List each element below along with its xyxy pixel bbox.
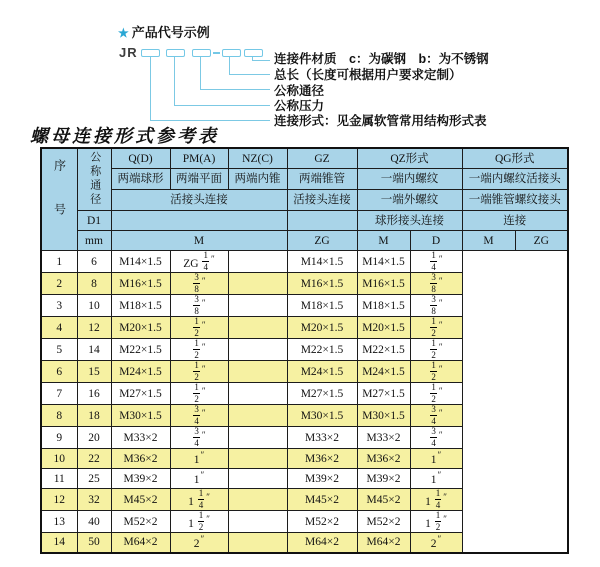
- cell-qg-zg: 2″: [410, 533, 462, 553]
- cell-qg-m: M39×2: [357, 469, 410, 489]
- cell-qz-m: [228, 339, 287, 361]
- cell-dn: 14: [77, 339, 111, 361]
- cell-gz-zg: $\frac{1}{2}$ ″: [170, 361, 228, 383]
- header-mm: mm: [77, 231, 111, 251]
- cell-gz-zg: $\frac{3}{8}$ ″: [170, 295, 228, 317]
- table-row: [41, 295, 568, 317]
- cell-m: M20×1.5: [111, 317, 170, 339]
- cell-m: M27×1.5: [111, 383, 170, 405]
- cell-qg-zg: $\frac{3}{8}$ ″: [410, 295, 462, 317]
- cell-qz-d: M45×2: [287, 489, 357, 511]
- cell-gz-zg: 1 $\frac{1}{4}$ ″: [170, 489, 228, 511]
- cell-dn: 6: [77, 251, 111, 273]
- cell-qz-d: M14×1.5: [287, 251, 357, 273]
- cell-qz-m: [228, 449, 287, 469]
- label-nominal-dn: 公称通径: [274, 84, 325, 98]
- header-qg-zg: ZG: [515, 231, 568, 251]
- table-row: [41, 273, 568, 295]
- cell-qg-zg: 1″: [410, 449, 462, 469]
- cell-qg-m: M14×1.5: [357, 251, 410, 273]
- header-qz-desc-bottom: 一端外螺纹: [357, 190, 462, 211]
- header-col-nz: NZ(C): [228, 148, 287, 169]
- cell-qz-m: [228, 295, 287, 317]
- cell-dn: 50: [77, 533, 111, 553]
- header-qg-connection: 连接: [462, 211, 568, 231]
- cell-m: M33×2: [111, 427, 170, 449]
- table-row: [41, 339, 568, 361]
- cell-qg-m: M64×2: [357, 533, 410, 553]
- header-gz-desc: 两端锥管: [287, 169, 357, 190]
- header-qg-desc-top: 一端内螺纹活接头: [462, 169, 568, 190]
- cell-dn: 32: [77, 489, 111, 511]
- cell-qz-d: M27×1.5: [287, 383, 357, 405]
- cell-dn: 20: [77, 427, 111, 449]
- cell-gz-zg: $\frac{3}{8}$ ″: [170, 273, 228, 295]
- cell-qz-d: M24×1.5: [287, 361, 357, 383]
- cell-seq: 12: [41, 489, 77, 511]
- cell-qg-m: M45×2: [357, 489, 410, 511]
- cell-dn: 40: [77, 511, 111, 533]
- header-qz-connection: 球形接头连接: [357, 211, 462, 231]
- product-code-prefix: JR: [119, 45, 138, 60]
- cell-qg-m: M33×2: [357, 427, 410, 449]
- cell-seq: 5: [41, 339, 77, 361]
- cell-qz-d: M30×1.5: [287, 405, 357, 427]
- table-row: [41, 469, 568, 489]
- star-icon: ★: [118, 26, 129, 40]
- cell-qz-m: [228, 427, 287, 449]
- table-row: [41, 533, 568, 553]
- header-m-span: M: [111, 231, 287, 251]
- cell-m: M24×1.5: [111, 361, 170, 383]
- table-header: [41, 148, 568, 251]
- table-row: [41, 427, 568, 449]
- cell-m: M18×1.5: [111, 295, 170, 317]
- header-col-pm: PM(A): [170, 148, 228, 169]
- cell-seq: 10: [41, 449, 77, 469]
- cell-seq: 6: [41, 361, 77, 383]
- cell-qz-m: [228, 469, 287, 489]
- cell-dn: 15: [77, 361, 111, 383]
- table-row: [41, 489, 568, 511]
- header-qg-m: M: [462, 231, 515, 251]
- cell-gz-zg: $\frac{1}{2}$ ″: [170, 317, 228, 339]
- cell-qg-m: M52×2: [357, 511, 410, 533]
- label-length: 总长（长度可根据用户要求定制）: [274, 68, 462, 82]
- cell-dn: 10: [77, 295, 111, 317]
- cell-gz-zg: $\frac{3}{4}$ ″: [170, 427, 228, 449]
- cell-gz-zg: $\frac{1}{2}$ ″: [170, 383, 228, 405]
- header-seq-text: 序号: [52, 159, 67, 247]
- header-gz-connection: 活接头连接: [287, 190, 357, 211]
- cell-m: M30×1.5: [111, 405, 170, 427]
- cell-qg-m: M18×1.5: [357, 295, 410, 317]
- cell-seq: 14: [41, 533, 77, 553]
- header-nz-desc: 两端内锥: [228, 169, 287, 190]
- cell-qg-zg: $\frac{1}{2}$ ″: [410, 339, 462, 361]
- label-material: 连接件材质 c：为碳钢 b：为不锈钢: [274, 52, 489, 66]
- cell-qz-d: M52×2: [287, 511, 357, 533]
- cell-qz-d: M18×1.5: [287, 295, 357, 317]
- code-box-4: [222, 49, 241, 57]
- cell-m: M52×2: [111, 511, 170, 533]
- cell-dn: 18: [77, 405, 111, 427]
- header-qz-m: M: [357, 231, 410, 251]
- cell-qz-m: [228, 251, 287, 273]
- header-col-qg: QG形式: [462, 148, 568, 169]
- cell-qz-d: M22×1.5: [287, 339, 357, 361]
- cell-gz-zg: 1″: [170, 449, 228, 469]
- cell-qg-m: M22×1.5: [357, 339, 410, 361]
- product-code-heading-text: 产品代号示例: [131, 25, 210, 40]
- table-row: [41, 383, 568, 405]
- cell-qg-m: M36×2: [357, 449, 410, 469]
- header-dn-text: 公称通径: [88, 151, 101, 207]
- cell-m: M22×1.5: [111, 339, 170, 361]
- cell-qg-zg: $\frac{3}{4}$ ″: [410, 427, 462, 449]
- cell-qg-m: M27×1.5: [357, 383, 410, 405]
- table-row: [41, 511, 568, 533]
- cell-gz-zg: 2″: [170, 533, 228, 553]
- code-box-1: [141, 49, 160, 57]
- cell-qz-m: [228, 317, 287, 339]
- cell-seq: 3: [41, 295, 77, 317]
- header-seq: [41, 148, 77, 251]
- cell-seq: 11: [41, 469, 77, 489]
- header-qg-desc-bottom: 一端锥管螺纹接头: [462, 190, 568, 211]
- cell-qz-d: M20×1.5: [287, 317, 357, 339]
- cell-qg-zg: 1 $\frac{1}{4}$ ″: [410, 489, 462, 511]
- table-row: [41, 251, 568, 273]
- cell-qz-m: [228, 361, 287, 383]
- cell-seq: 1: [41, 251, 77, 273]
- cell-qz-m: [228, 533, 287, 553]
- cell-m: M14×1.5: [111, 251, 170, 273]
- header-q-desc: 两端球形: [111, 169, 170, 190]
- code-box-3: [192, 49, 211, 57]
- cell-seq: 9: [41, 427, 77, 449]
- cell-dn: 22: [77, 449, 111, 469]
- cell-gz-zg: 1 $\frac{1}{2}$ ″: [170, 511, 228, 533]
- label-nominal-pn: 公称压力: [274, 99, 325, 113]
- cell-qg-zg: $\frac{3}{4}$ ″: [410, 405, 462, 427]
- cell-qg-zg: $\frac{1}{2}$ ″: [410, 317, 462, 339]
- cell-dn: 16: [77, 383, 111, 405]
- empty-cell: [287, 211, 357, 231]
- table-row: [41, 405, 568, 427]
- cell-qz-m: [228, 273, 287, 295]
- cell-qz-d: M33×2: [287, 427, 357, 449]
- header-qz-desc-top: 一端内螺纹: [357, 169, 462, 190]
- cell-qg-m: M24×1.5: [357, 361, 410, 383]
- cell-qz-m: [228, 489, 287, 511]
- cell-seq: 4: [41, 317, 77, 339]
- cell-dn: 25: [77, 469, 111, 489]
- header-d1: D1: [77, 211, 111, 231]
- cell-m: M16×1.5: [111, 273, 170, 295]
- empty-cell: [111, 211, 287, 231]
- cell-qz-d: M16×1.5: [287, 273, 357, 295]
- cell-m: M45×2: [111, 489, 170, 511]
- cell-qg-zg: 1″: [410, 469, 462, 489]
- header-gz-unit: ZG: [287, 231, 357, 251]
- cell-gz-zg: $\frac{3}{4}$ ″: [170, 405, 228, 427]
- cell-qz-m: [228, 383, 287, 405]
- code-box-5: [244, 49, 263, 57]
- code-dash: [213, 52, 220, 54]
- cell-qg-zg: 1 $\frac{1}{2}$ ″: [410, 511, 462, 533]
- cell-qz-d: M36×2: [287, 449, 357, 469]
- cell-dn: 12: [77, 317, 111, 339]
- cell-seq: 7: [41, 383, 77, 405]
- cell-gz-zg: 1″: [170, 469, 228, 489]
- callout-line-form: [150, 57, 270, 121]
- cell-qz-d: M39×2: [287, 469, 357, 489]
- header-col-q: Q(D): [111, 148, 170, 169]
- table-row: [41, 361, 568, 383]
- cell-qg-zg: $\frac{1}{2}$ ″: [410, 361, 462, 383]
- cell-qg-m: M20×1.5: [357, 317, 410, 339]
- header-pm-desc: 两端平面: [170, 169, 228, 190]
- cell-seq: 2: [41, 273, 77, 295]
- cell-qz-m: [228, 405, 287, 427]
- header-qz-d: D: [410, 231, 462, 251]
- table-body: [41, 251, 568, 553]
- cell-qg-m: M16×1.5: [357, 273, 410, 295]
- cell-qg-zg: $\frac{1}{4}$ ″: [410, 251, 462, 273]
- table-title: 螺母连接形式参考表: [30, 126, 219, 147]
- cell-gz-zg: ZG $\frac{1}{4}$ ″: [170, 251, 228, 273]
- nut-connection-table: [40, 147, 569, 554]
- cell-seq: 13: [41, 511, 77, 533]
- header-col-gz: GZ: [287, 148, 357, 169]
- cell-qg-zg: $\frac{3}{8}$ ″: [410, 273, 462, 295]
- cell-m: M36×2: [111, 449, 170, 469]
- cell-m: M64×2: [111, 533, 170, 553]
- cell-qg-m: M30×1.5: [357, 405, 410, 427]
- cell-qz-m: [228, 511, 287, 533]
- cell-seq: 8: [41, 405, 77, 427]
- table-row: [41, 449, 568, 469]
- header-col-qz: QZ形式: [357, 148, 462, 169]
- header-dn: [77, 148, 111, 211]
- cell-qg-zg: $\frac{1}{2}$ ″: [410, 383, 462, 405]
- code-box-2: [166, 49, 185, 57]
- cell-qz-d: M64×2: [287, 533, 357, 553]
- product-code-heading: [118, 22, 210, 41]
- table-row: [41, 317, 568, 339]
- cell-dn: 8: [77, 273, 111, 295]
- cell-gz-zg: $\frac{1}{2}$ ″: [170, 339, 228, 361]
- cell-m: M39×2: [111, 469, 170, 489]
- label-connection-form: 连接形式：见金属软管常用结构形式表: [274, 114, 487, 128]
- header-left-connection: 活接头连接: [111, 190, 287, 211]
